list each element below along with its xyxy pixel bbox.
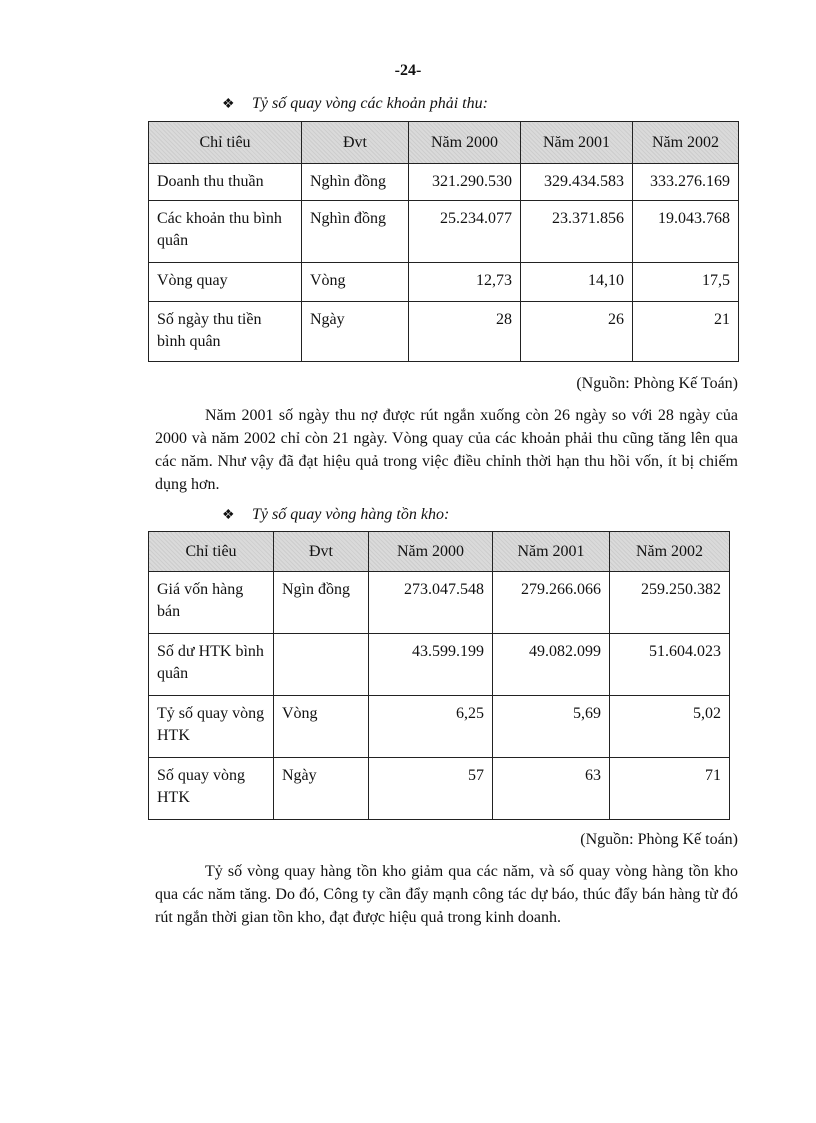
table-row	[149, 696, 730, 758]
header-unit: Đvt	[302, 122, 409, 164]
row-unit: Nghìn đồng	[302, 164, 409, 201]
table-row	[149, 201, 739, 263]
row-label: Vòng quay	[149, 263, 302, 302]
row-label: Số dư HTK bình quân	[149, 634, 274, 696]
table-row	[149, 302, 739, 362]
header-year-2000: Năm 2000	[369, 532, 493, 572]
row-unit: Vòng	[302, 263, 409, 302]
value-2000: 25.234.077	[409, 201, 521, 263]
row-unit: Vòng	[274, 696, 369, 758]
value-2000: 273.047.548	[369, 572, 493, 634]
page-number: -24-	[394, 62, 422, 79]
row-unit: Ngày	[274, 758, 369, 820]
table-header-row	[149, 122, 739, 164]
section-heading-text: Tỷ số quay vòng các khoản phải thu:	[252, 95, 488, 112]
header-year-2002: Năm 2002	[610, 532, 730, 572]
section-heading-receivables	[222, 95, 488, 113]
value-2002: 21	[633, 302, 739, 362]
row-unit: Nghìn đồng	[302, 201, 409, 263]
value-2001: 279.266.066	[493, 572, 610, 634]
table-row	[149, 572, 730, 634]
table-row	[149, 758, 730, 820]
table-header-row	[149, 532, 730, 572]
value-2002: 333.276.169	[633, 164, 739, 201]
value-2000: 321.290.530	[409, 164, 521, 201]
inventory-table	[148, 531, 730, 820]
value-2001: 14,10	[521, 263, 633, 302]
value-2000: 43.599.199	[369, 634, 493, 696]
table-row	[149, 164, 739, 201]
value-2001: 26	[521, 302, 633, 362]
value-2000: 57	[369, 758, 493, 820]
value-2001: 63	[493, 758, 610, 820]
source-note: (Nguồn: Phòng Kế Toán)	[576, 375, 738, 392]
value-2001: 5,69	[493, 696, 610, 758]
value-2000: 12,73	[409, 263, 521, 302]
receivables-table	[148, 121, 739, 362]
value-2002: 5,02	[610, 696, 730, 758]
value-2002: 51.604.023	[610, 634, 730, 696]
value-2002: 19.043.768	[633, 201, 739, 263]
row-label: Tỷ số quay vòng HTK	[149, 696, 274, 758]
source-note: (Nguồn: Phòng Kế toán)	[580, 831, 738, 848]
value-2001: 23.371.856	[521, 201, 633, 263]
value-2000: 28	[409, 302, 521, 362]
value-2002: 259.250.382	[610, 572, 730, 634]
header-year-2001: Năm 2001	[521, 122, 633, 164]
diamond-bullet-icon: ❖	[222, 97, 235, 112]
header-indicator: Chỉ tiêu	[149, 122, 302, 164]
value-2000: 6,25	[369, 696, 493, 758]
row-unit	[274, 634, 369, 696]
row-label: Doanh thu thuần	[149, 164, 302, 201]
value-2002: 17,5	[633, 263, 739, 302]
row-label: Các khoản thu bình quân	[149, 201, 302, 263]
header-year-2002: Năm 2002	[633, 122, 739, 164]
row-unit: Ngày	[302, 302, 409, 362]
header-unit: Đvt	[274, 532, 369, 572]
row-label: Giá vốn hàng bán	[149, 572, 274, 634]
table-row	[149, 263, 739, 302]
header-year-2001: Năm 2001	[493, 532, 610, 572]
diamond-bullet-icon: ❖	[222, 508, 235, 523]
receivables-analysis-paragraph: Năm 2001 số ngày thu nợ được rút ngắn xuống còn 26 ngày so với 28 ngày của 2000 và năm 2002 chỉ còn 21 ngày. Vòng quay của các khoản phải thu cũng tăng lên qua các năm. Như vậy đã đạt hiệu quả trong việc điều chỉnh thời hạn thu hồi vốn, ít bị chiếm dụng hơn.	[155, 407, 738, 493]
table-row	[149, 634, 730, 696]
header-year-2000: Năm 2000	[409, 122, 521, 164]
row-label: Số quay vòng HTK	[149, 758, 274, 820]
inventory-analysis-paragraph: Tỷ số vòng quay hàng tồn kho giảm qua các năm, và số quay vòng hàng tồn kho qua các năm tăng. Do đó, Công ty cần đẩy mạnh công tác dự báo, thúc đẩy bán hàng từ đó rút ngắn thời gian tồn kho, đạt được hiệu quả trong kinh doanh.	[155, 863, 738, 926]
section-heading-inventory	[222, 506, 449, 524]
value-2002: 71	[610, 758, 730, 820]
row-label: Số ngày thu tiền bình quân	[149, 302, 302, 362]
row-unit: Ngìn đồng	[274, 572, 369, 634]
value-2001: 49.082.099	[493, 634, 610, 696]
section-heading-text: Tỷ số quay vòng hàng tồn kho:	[252, 506, 450, 523]
header-indicator: Chỉ tiêu	[149, 532, 274, 572]
value-2001: 329.434.583	[521, 164, 633, 201]
